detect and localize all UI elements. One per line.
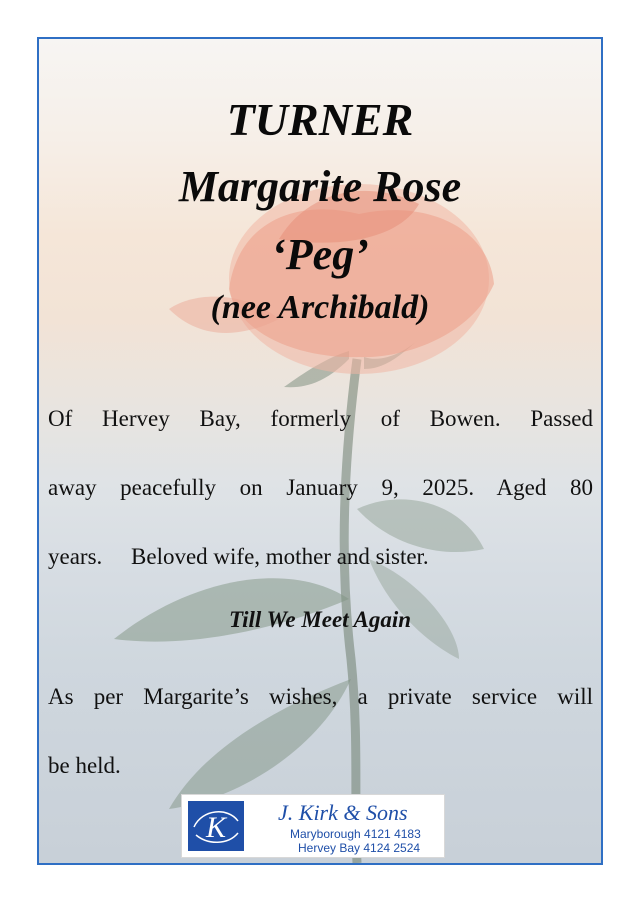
paragraph-line: years. Beloved wife, mother and sister. (48, 544, 429, 569)
paragraph-line: be held. (48, 753, 121, 778)
tagline: Till We Meet Again (228, 607, 412, 632)
phone-hervey-bay: Hervey Bay 4124 2524 (298, 841, 421, 855)
notice-frame (37, 37, 603, 865)
paragraph-line: As per Margarite’s wishes, a private service will (48, 684, 593, 709)
paragraph-line: away peacefully on January 9, 2025. Aged 80 (48, 475, 593, 500)
notice-paragraph-1 (48, 384, 593, 591)
svg-text:K: K (205, 811, 227, 844)
phone-maryborough: Maryborough 4121 4183 (290, 827, 421, 841)
k-monogram-icon (188, 801, 244, 851)
surname-heading: TURNER (226, 94, 414, 145)
funeral-director-name: J. Kirk & Sons (278, 800, 408, 825)
paragraph-line: Of Hervey Bay, formerly of Bowen. Passed (48, 406, 593, 431)
maiden-name-heading: (nee Archibald) (210, 289, 430, 326)
given-names-heading: Margarite Rose (178, 162, 462, 211)
funeral-director-logo (181, 794, 445, 858)
nickname-heading: ‘Peg’ (271, 230, 369, 279)
notice-paragraph-2 (48, 662, 593, 800)
